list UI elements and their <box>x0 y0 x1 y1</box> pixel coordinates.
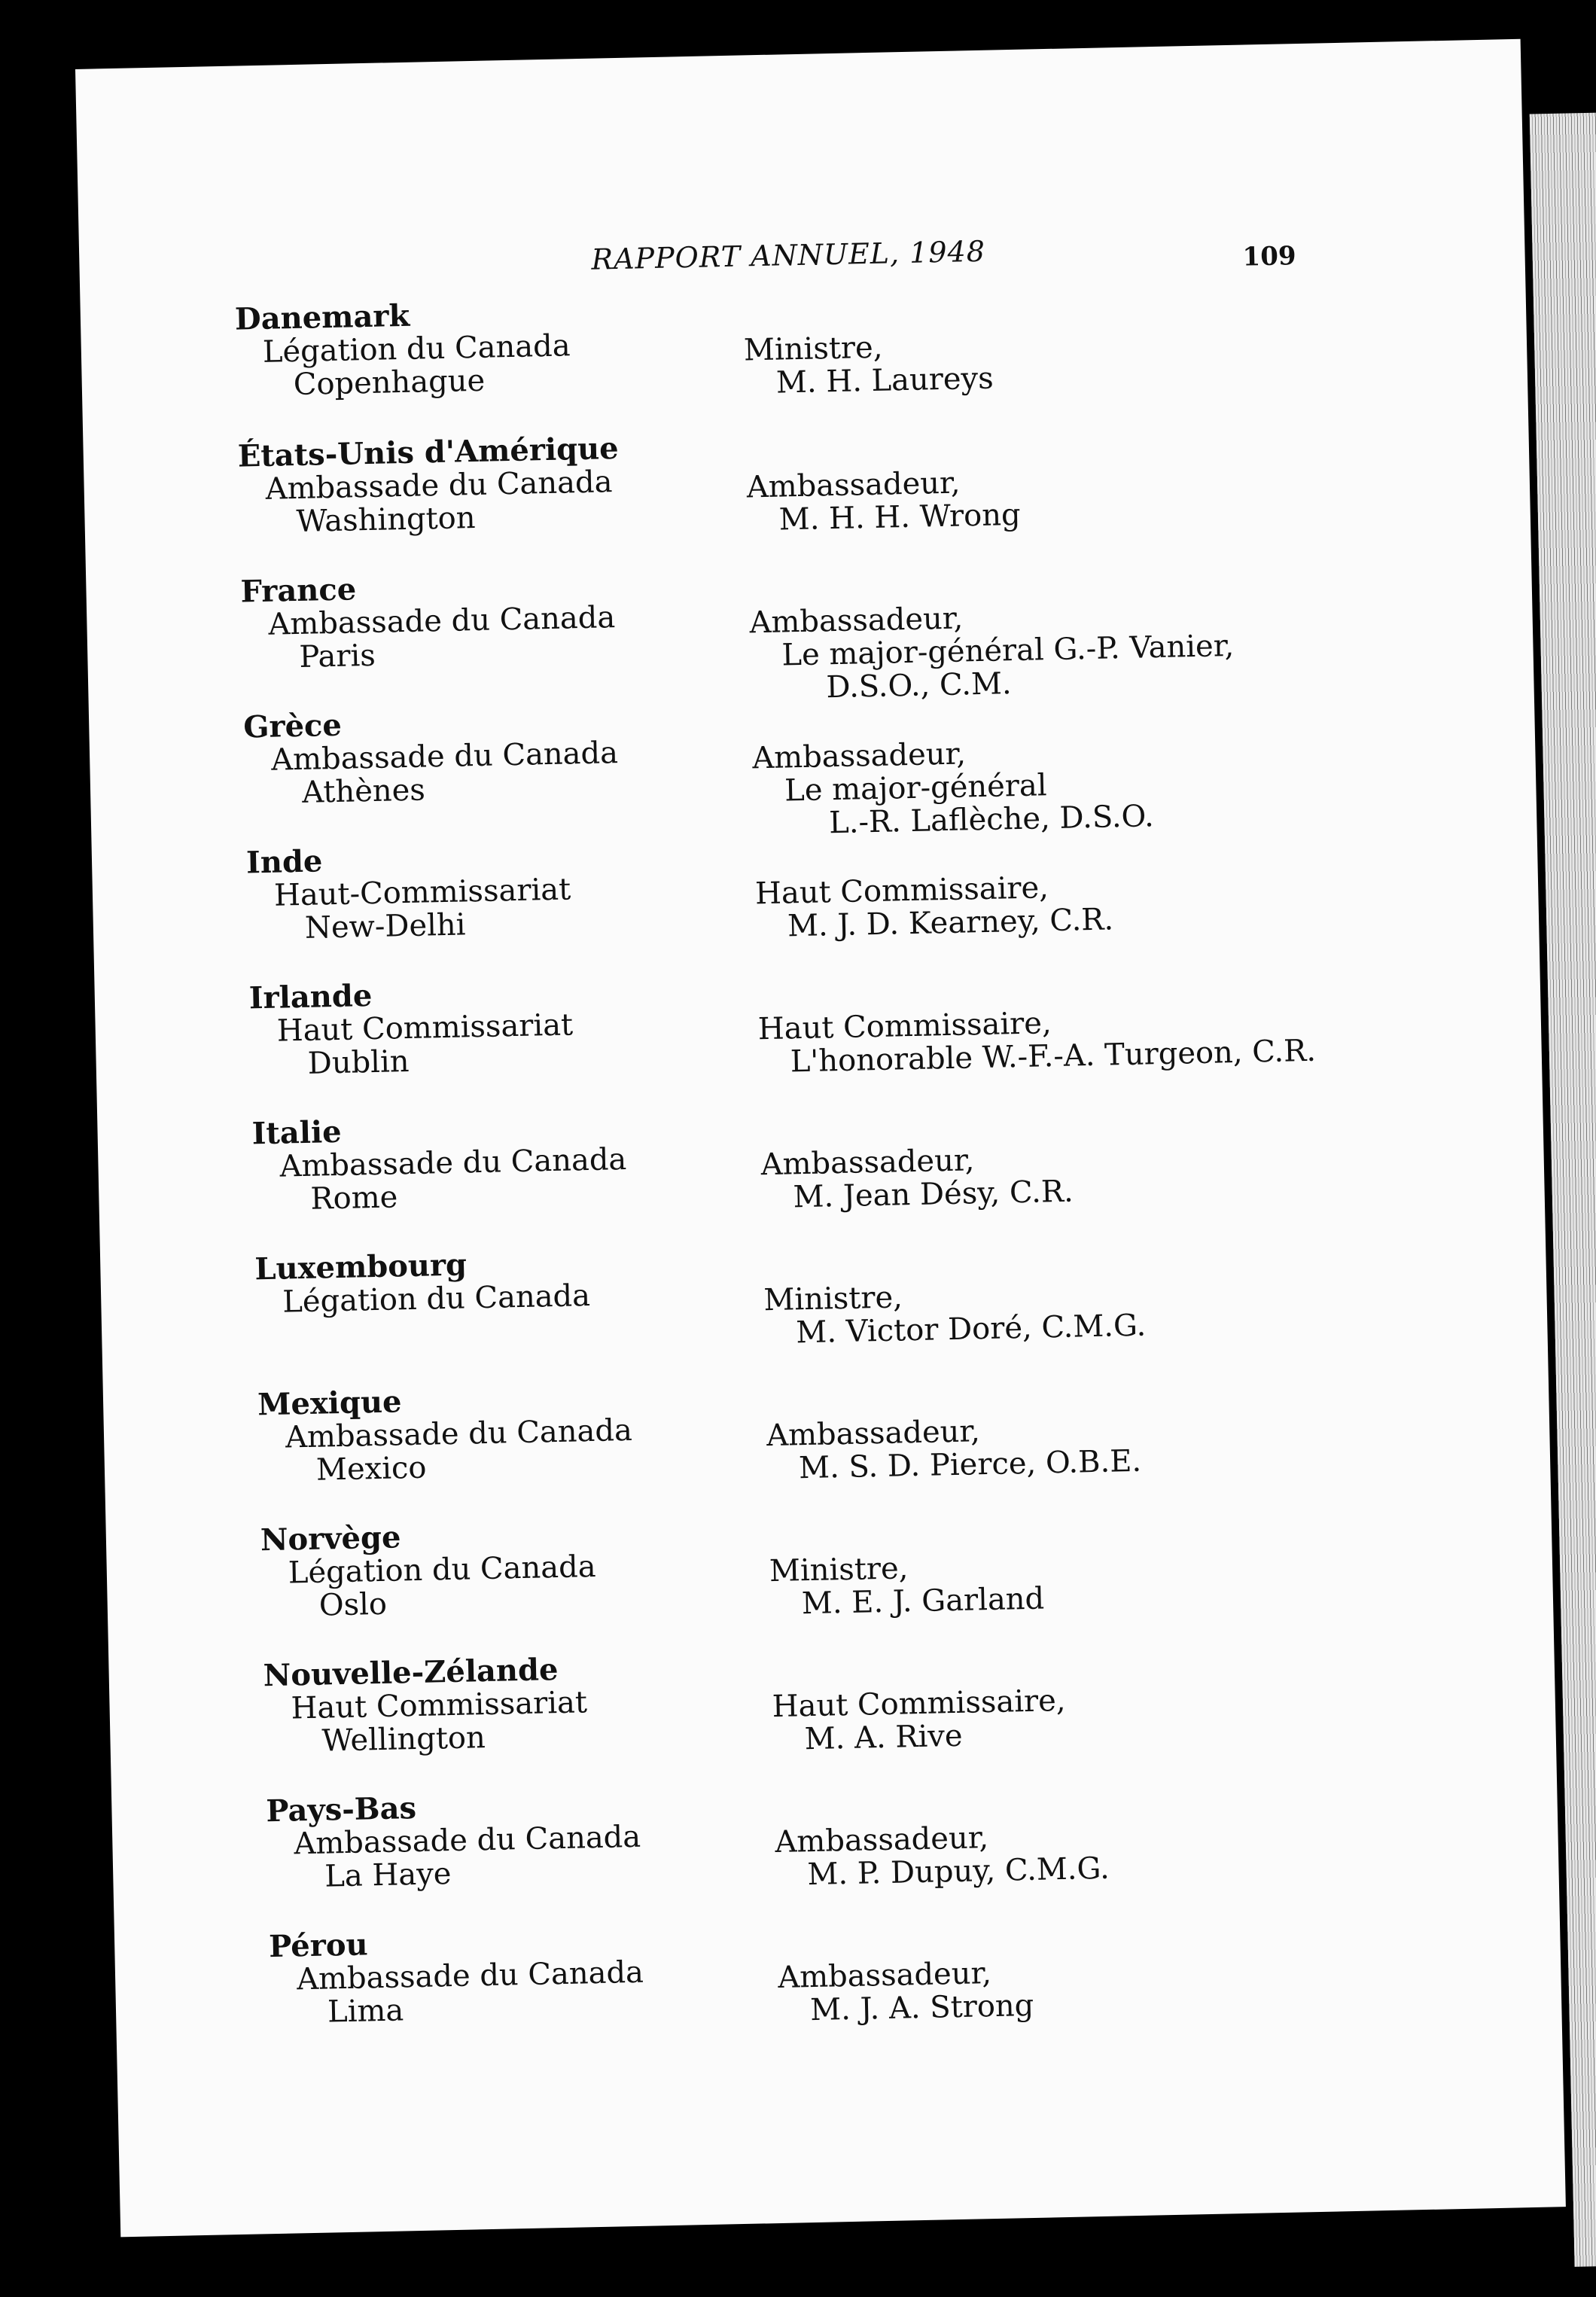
country-name: États-Unis d'Amérique <box>237 431 620 474</box>
mission-entry-danemark <box>235 296 571 402</box>
mission-type: Haut Commissariat <box>291 1685 588 1726</box>
mission-type: Légation du Canada <box>282 1278 591 1320</box>
representative-title: Haut Commissaire, <box>754 870 1049 912</box>
mission-entry-norvege <box>260 1517 597 1623</box>
mission-city: Mexico <box>315 1450 427 1488</box>
representative-title: Ministre, <box>743 330 883 368</box>
representative-name: M. Jean Désy, C.R. <box>793 1174 1074 1215</box>
representative-title: Ambassadeur, <box>746 465 961 505</box>
representative-inde <box>755 870 1114 943</box>
country-name: Inde <box>245 843 323 881</box>
mission-entry-perou <box>269 1923 644 2030</box>
mission-entry-nouvelle-zelande <box>263 1653 588 1759</box>
representative-name: M. H. Laureys <box>775 361 994 401</box>
mission-entry-france <box>240 568 616 675</box>
country-name: Luxembourg <box>254 1247 468 1287</box>
mission-entry-italie <box>251 1110 627 1217</box>
mission-type: Ambassade du Canada <box>285 1412 633 1455</box>
representative-name-continued: L.-R. Laflèche, D.S.O. <box>828 799 1155 841</box>
mission-entry-irlande <box>248 975 574 1081</box>
mission-city: Athènes <box>301 772 426 810</box>
representative-name: M. E. J. Garland <box>801 1581 1045 1622</box>
mission-city: Copenhague <box>293 363 486 403</box>
representative-name: M. S. D. Pierce, O.B.E. <box>798 1443 1142 1486</box>
mission-city: Washington <box>296 501 476 539</box>
representative-title: Ambassadeur, <box>777 1956 992 1996</box>
representative-italie <box>760 1142 1074 1215</box>
mission-entry-etats-unis <box>237 432 620 540</box>
mission-type: Ambassade du Canada <box>270 736 619 778</box>
book-spine-shadow <box>47 53 77 2251</box>
mission-city: La Haye <box>324 1857 452 1894</box>
mission-type: Ambassade du Canada <box>268 600 616 642</box>
representative-title: Ambassadeur, <box>760 1143 975 1183</box>
representative-irlande <box>757 1001 1316 1079</box>
representative-perou <box>778 1956 1034 2027</box>
representative-norvege <box>769 1549 1045 1622</box>
mission-city: Wellington <box>321 1720 486 1759</box>
representative-nouvelle-zelande <box>772 1684 1067 1756</box>
country-name: Mexique <box>257 1384 402 1423</box>
representative-luxembourg <box>763 1276 1147 1351</box>
running-head: RAPPORT ANNUEL, 1948 <box>590 234 986 276</box>
mission-city: Oslo <box>318 1586 388 1623</box>
mission-entry-luxembourg <box>254 1246 590 1319</box>
mission-city: Lima <box>327 1993 404 2030</box>
mission-type: Ambassade du Canada <box>293 1819 641 1862</box>
mission-city: New-Delhi <box>304 907 466 946</box>
book-page <box>75 39 1566 2238</box>
representative-title: Ambassadeur, <box>751 736 967 776</box>
mission-entry-inde <box>246 839 572 946</box>
mission-city: Paris <box>298 638 376 675</box>
representative-name: L'honorable W.-F.-A. Turgeon, C.R. <box>790 1033 1317 1080</box>
country-name: Grèce <box>242 707 343 745</box>
representative-title: Haut Commissaire, <box>772 1683 1066 1725</box>
representative-title: Ambassadeur, <box>749 601 964 641</box>
country-name: France <box>240 571 357 610</box>
representative-name: M. H. H. Wrong <box>778 497 1022 538</box>
representative-title: Ministre, <box>763 1280 903 1318</box>
mission-type: Ambassade du Canada <box>265 465 613 507</box>
mission-entry-mexique <box>257 1381 633 1488</box>
representative-name: M. J. A. Strong <box>809 1988 1034 2028</box>
representative-name: M. A. Rive <box>804 1718 963 1757</box>
representative-name: Le major-général G.-P. Vanier, <box>781 628 1235 673</box>
country-name: Italie <box>251 1113 343 1152</box>
country-name: Norvège <box>260 1519 401 1558</box>
country-name: Pérou <box>268 1927 369 1965</box>
representative-honours: D.S.O., C.M. <box>825 666 1013 705</box>
page-number: 109 <box>1242 241 1296 273</box>
representative-name: Le major-général <box>784 768 1048 809</box>
representative-title: Haut Commissaire, <box>757 1006 1052 1047</box>
mission-city: Rome <box>310 1180 398 1217</box>
mission-type: Haut-Commissariat <box>273 872 571 913</box>
mission-type: Ambassade du Canada <box>279 1141 627 1184</box>
country-name: Irlande <box>248 978 373 1016</box>
mission-type: Légation du Canada <box>288 1549 597 1591</box>
mission-type: Ambassade du Canada <box>296 1954 644 1997</box>
mission-type: Légation du Canada <box>262 328 571 370</box>
country-name: Nouvelle-Zélande <box>263 1652 559 1694</box>
page-edge-stack <box>1530 111 1596 2267</box>
representative-name: M. Victor Doré, C.M.G. <box>795 1308 1147 1351</box>
representative-mexique <box>766 1412 1142 1485</box>
representative-france <box>749 596 1235 705</box>
representative-grece <box>752 733 1154 841</box>
country-name: Danemark <box>234 297 410 337</box>
mission-entry-grece <box>243 703 619 810</box>
country-name: Pays-Bas <box>266 1790 417 1829</box>
representative-pays-bas <box>775 1819 1110 1892</box>
representative-title: Ambassadeur, <box>766 1414 981 1454</box>
representative-name: M. P. Dupuy, C.M.G. <box>806 1851 1110 1893</box>
mission-entry-pays-bas <box>266 1787 641 1894</box>
mission-type: Haut Commissariat <box>276 1007 574 1049</box>
representative-title: Ministre, <box>769 1551 909 1589</box>
representative-title: Ambassadeur, <box>775 1820 989 1860</box>
representative-name: M. J. D. Kearney, C.R. <box>787 902 1114 944</box>
mission-city: Dublin <box>307 1044 410 1081</box>
representative-danemark <box>744 329 994 401</box>
representative-etats-unis <box>746 465 1021 538</box>
